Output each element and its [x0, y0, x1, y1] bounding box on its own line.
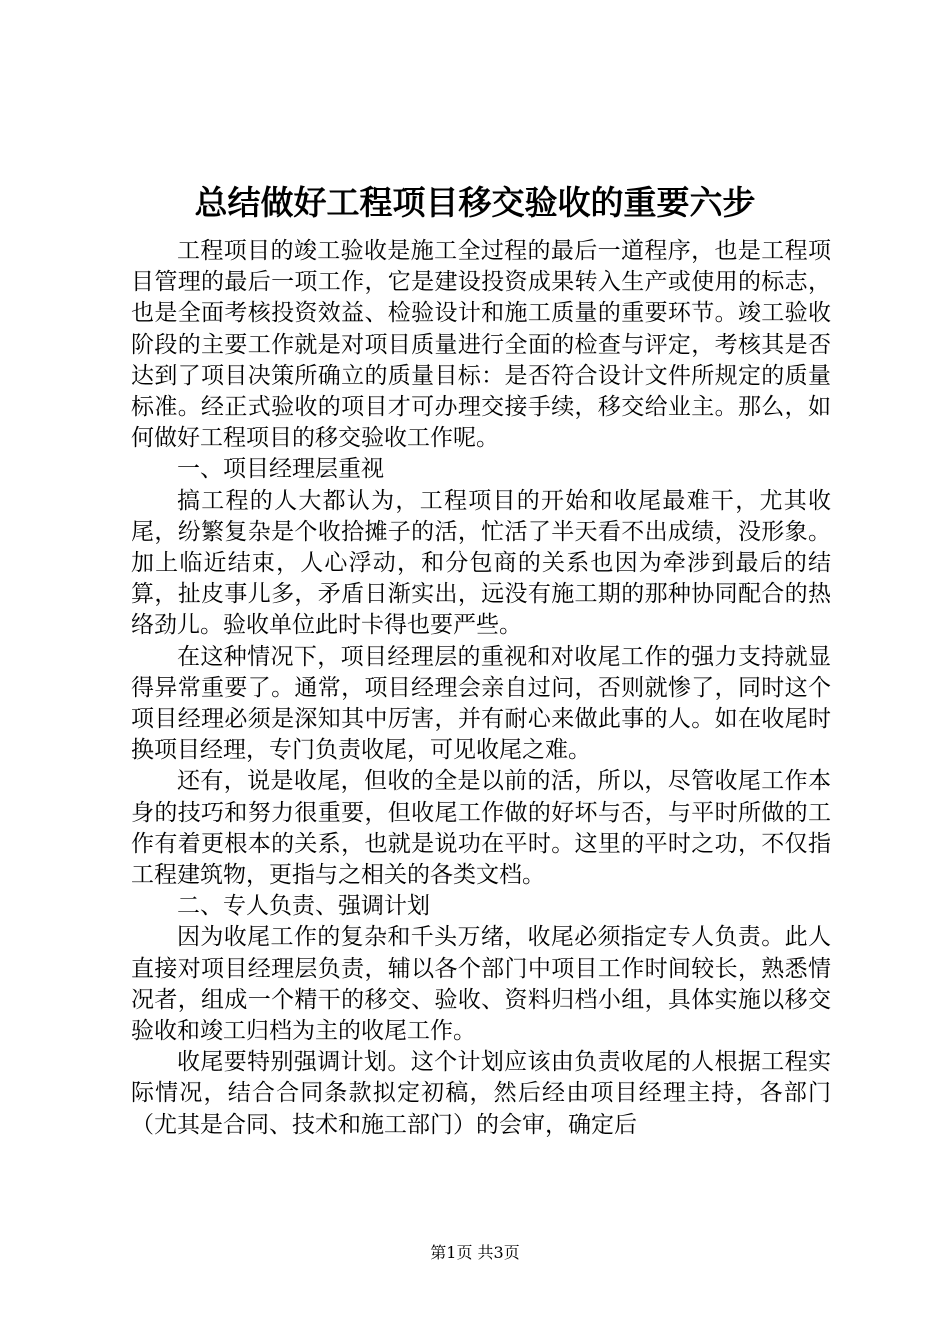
paragraph: 在这种情况下，项目经理层的重视和对收尾工作的强力支持就显得异常重要了。通常，项目经理会亲自过问，否则就惨了，同时这个项目经理必须是深知其中厉害，并有耐心来做此事的人。如在收尾时换项目经理，专门负责收尾，可见收尾之难。 [131, 643, 831, 764]
document-title: 总结做好工程项目移交验收的重要六步 [194, 183, 756, 222]
paragraph-intro: 工程项目的竣工验收是施工全过程的最后一道程序，也是工程项目管理的最后一项工作，它是建设投资成果转入生产或使用的标志，也是全面考核投资效益、检验设计和施工质量的重要环节。竣工验收阶段的主要工作就是对项目质量进行全面的检查与评定，考核其是否达到了项目决策所确立的质量目标：是否符合设计文件所规定的质量标准。经正式验收的项目才可办理交接手续，移交给业主。那么，如何做好工程项目的移交验收工作呢。 [131, 238, 831, 452]
section-heading-2: 二、专人负责、强调计划 [177, 893, 430, 920]
paragraph: 还有，说是收尾，但收的全是以前的活，所以，尽管收尾工作本身的技巧和努力很重要，但收尾工作做的好坏与否，与平时所做的工作有着更根本的关系，也就是说功在平时。这里的平时之功，不仅指工程建筑物，更指与之相关的各类文档。 [131, 768, 831, 889]
paragraph: 搞工程的人大都认为，工程项目的开始和收尾最难干，尤其收尾，纷繁复杂是个收拾摊子的活，忙活了半天看不出成绩，没形象。加上临近结束，人心浮动，和分包商的关系也因为牵涉到最后的结算，扯皮事儿多，矛盾日渐实出，远没有施工期的那种协同配合的热络劲儿。验收单位此时卡得也要严些。 [131, 487, 831, 639]
paragraph: 收尾要特别强调计划。这个计划应该由负责收尾的人根据工程实际情况，结合合同条款拟定初稿，然后经由项目经理主持，各部门（尤其是合同、技术和施工部门）的会审，确定后 [131, 1049, 831, 1138]
page-footer: 第1页 共3页 [430, 1243, 520, 1262]
document-body [131, 236, 831, 1141]
section-heading-1: 一、项目经理层重视 [177, 456, 384, 483]
paragraph: 因为收尾工作的复杂和千头万绪，收尾必须指定专人负责。此人直接对项目经理层负责，辅以各个部门中项目工作时间较长，熟悉情况者，组成一个精干的移交、验收、资料归档小组，具体实施以移交验收和竣工归档为主的收尾工作。 [131, 924, 831, 1045]
